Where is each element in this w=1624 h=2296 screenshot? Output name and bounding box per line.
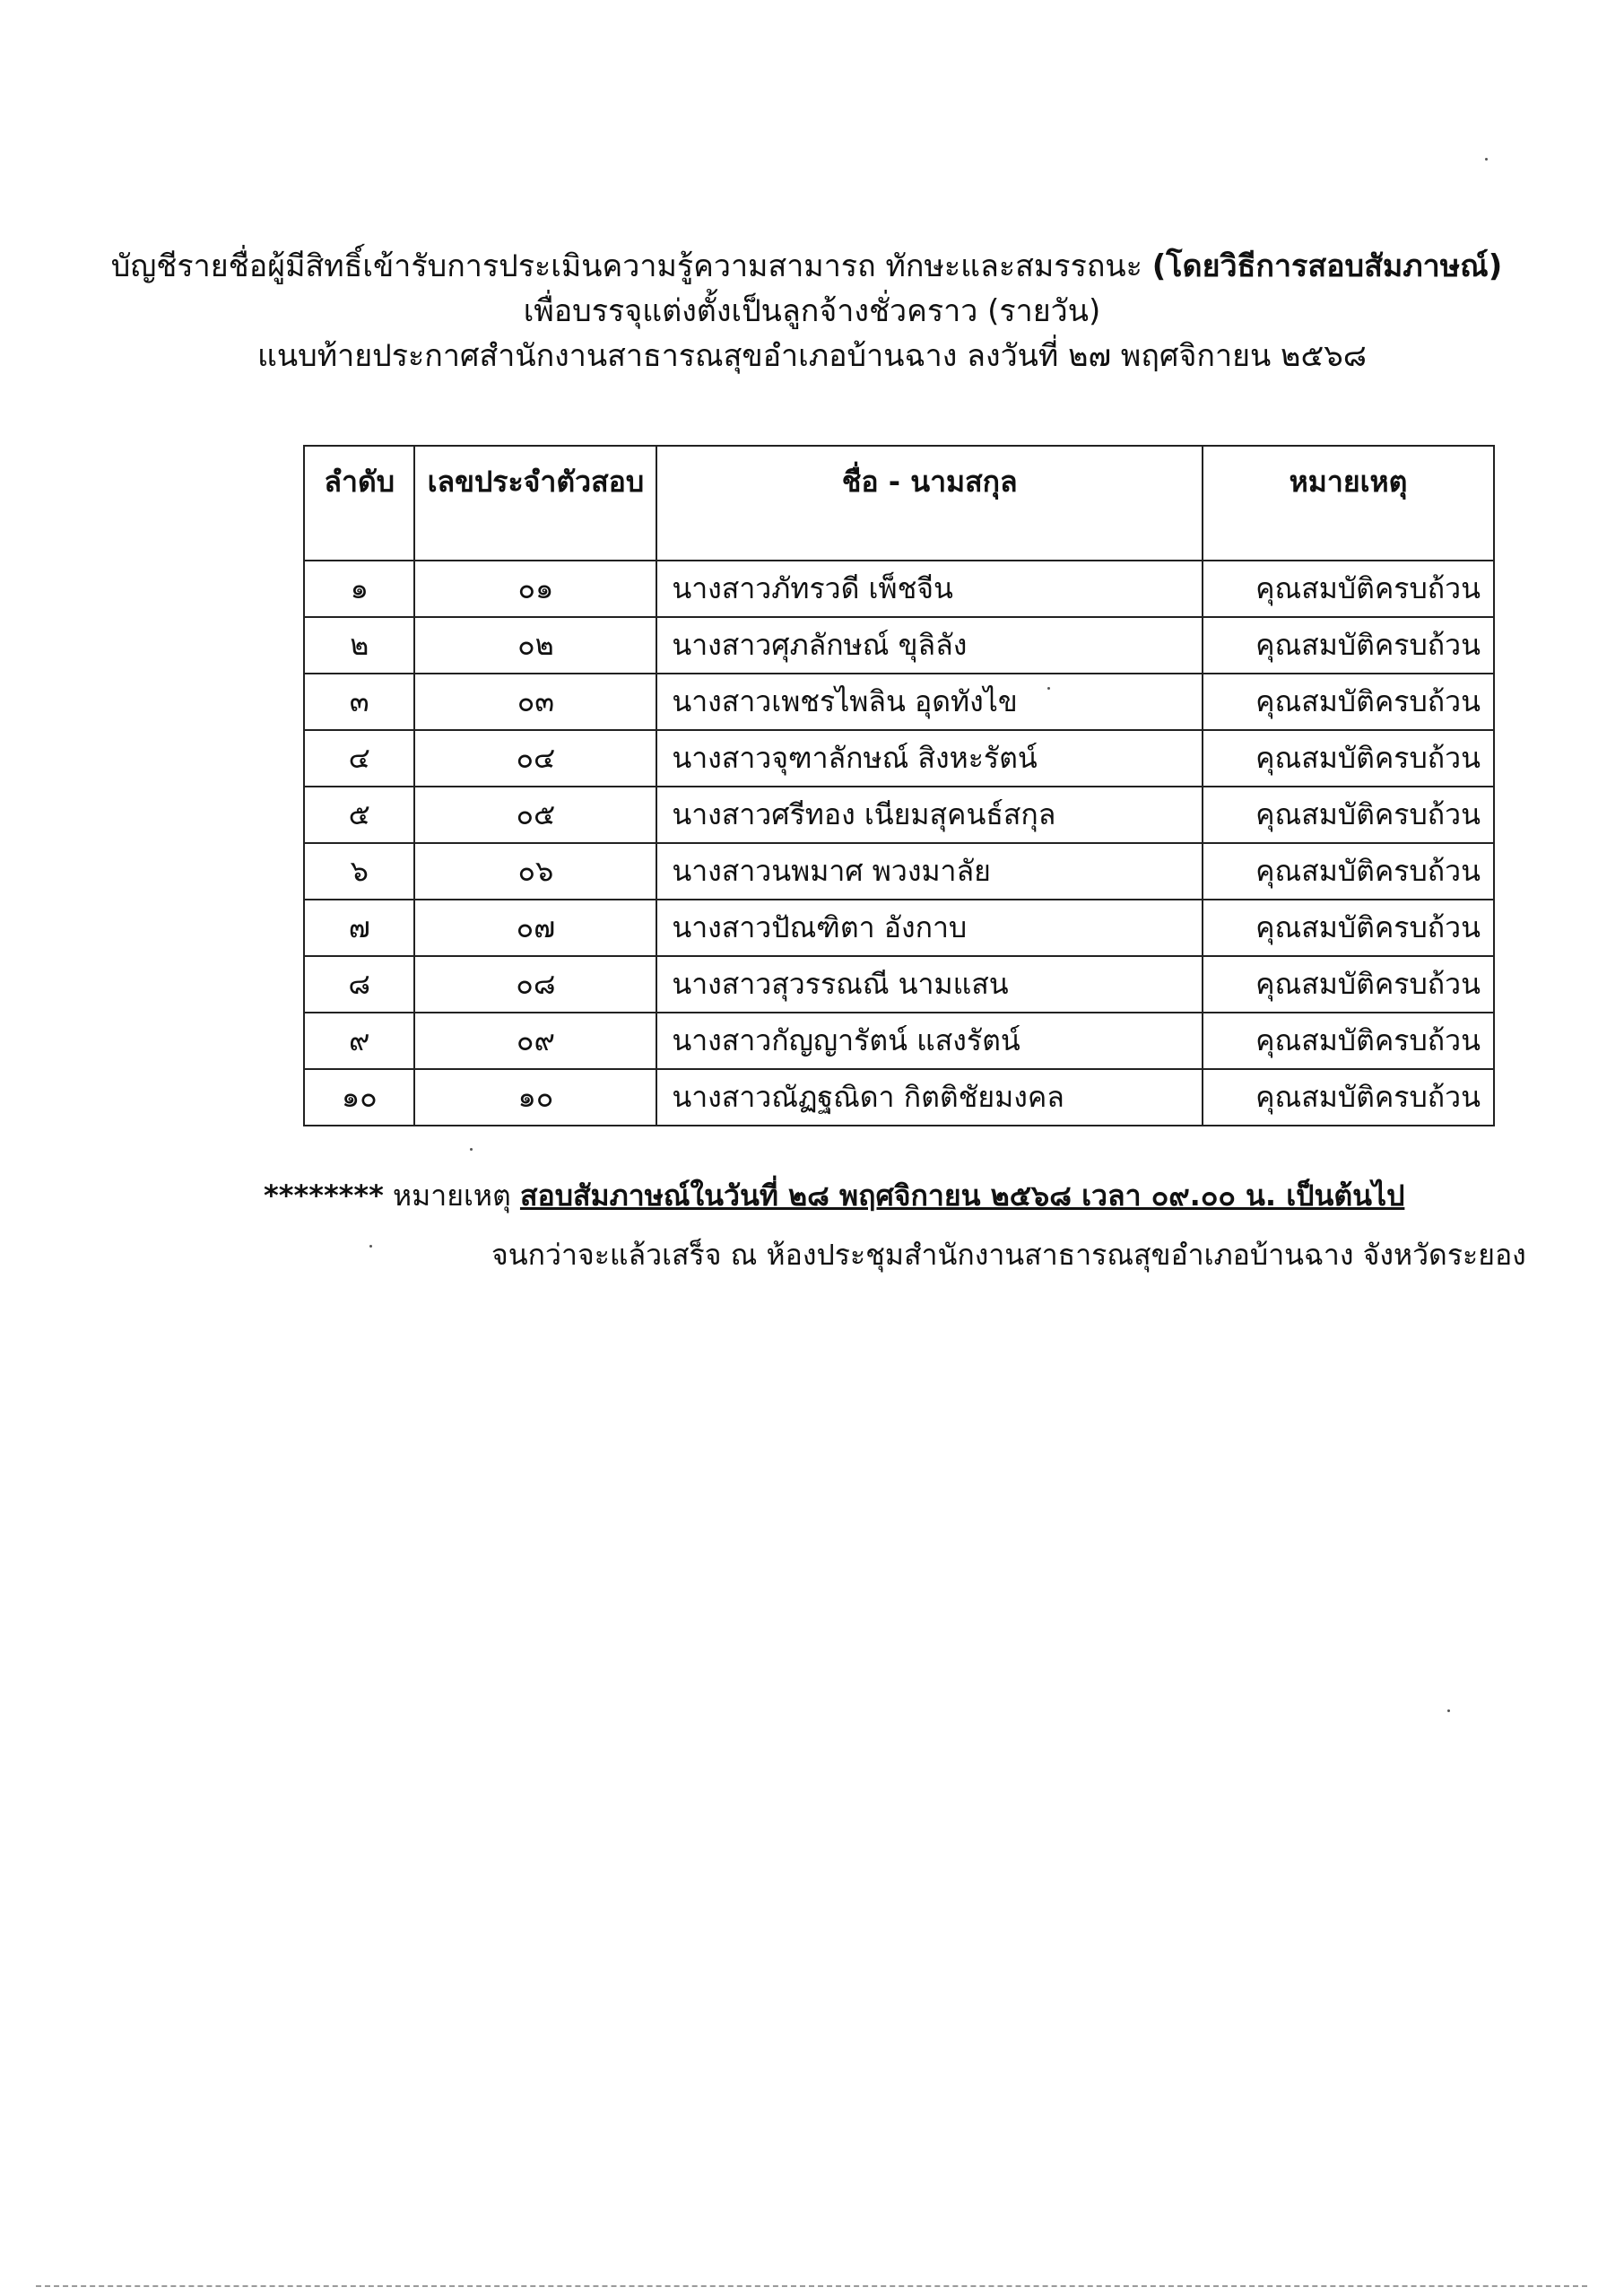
note-label: หมายเหตุ [383,1178,520,1213]
note-interview-date: สอบสัมภาษณ์ในวันที่ ๒๘ พฤศจิกายน ๒๕๖๘ เวลา ๐๙.๐๐ น. เป็นต้นไป [519,1178,1405,1213]
cell-name: นางสาวศุภลักษณ์ ขุลิลัง [656,617,1203,674]
scan-speck [369,1245,372,1248]
cell-exam-id: ๐๗ [414,900,656,956]
table-row [304,843,1494,900]
cell-seq: ๗ [304,900,414,956]
cell-seq: ๑๐ [304,1069,414,1126]
cell-exam-id: ๑๐ [414,1069,656,1126]
cell-name: นางสาวจุฑาลักษณ์ สิงหะรัตน์ [656,730,1203,787]
cell-name: นางสาวปัณฑิตา อังกาบ [656,900,1203,956]
cell-name: นางสาวศรีทอง เนียมสุคนธ์สกุล [656,787,1203,843]
table-row [304,956,1494,1013]
scan-speck [1485,158,1488,161]
cell-remark: คุณสมบัติครบถ้วน [1203,561,1494,617]
cell-remark: คุณสมบัติครบถ้วน [1203,956,1494,1013]
cell-exam-id: ๐๒ [414,617,656,674]
cell-name: นางสาวนพมาศ พวงมาลัย [656,843,1203,900]
cell-seq: ๒ [304,617,414,674]
cell-name: นางสาวภัทรวดี เพ็ชจีน [656,561,1203,617]
header-line-1 [0,244,1624,289]
cell-seq: ๙ [304,1013,414,1069]
cell-remark: คุณสมบัติครบถ้วน [1203,674,1494,730]
cell-seq: ๕ [304,787,414,843]
table-header-row [304,446,1494,561]
cell-seq: ๖ [304,843,414,900]
header-line-3: แนบท้ายประกาศสำนักงานสาธารณสุขอำเภอบ้านฉาง ลงวันที่ ๒๗ พฤศจิกายน ๒๕๖๘ [256,338,1368,374]
cell-remark: คุณสมบัติครบถ้วน [1203,1069,1494,1126]
scan-edge-rule [36,2285,1587,2287]
cell-remark: คุณสมบัติครบถ้วน [1203,617,1494,674]
table-row [304,617,1494,674]
column-header-seq: ลำดับ [304,446,414,561]
cell-exam-id: ๐๔ [414,730,656,787]
cell-seq: ๓ [304,674,414,730]
cell-name: นางสาวกัญญารัตน์ แสงรัตน์ [656,1013,1203,1069]
table-row [304,900,1494,956]
cell-remark: คุณสมบัติครบถ้วน [1203,730,1494,787]
cell-remark: คุณสมบัติครบถ้วน [1203,900,1494,956]
scan-speck [1047,687,1050,690]
cell-remark: คุณสมบัติครบถ้วน [1203,1013,1494,1069]
table-row [304,561,1494,617]
cell-exam-id: ๐๖ [414,843,656,900]
cell-remark: คุณสมบัติครบถ้วน [1203,843,1494,900]
document-header [0,244,1624,378]
cell-exam-id: ๐๓ [414,674,656,730]
header-title-bold: (โดยวิธีการสอบสัมภาษณ์) [1151,248,1503,284]
scan-speck [1447,1709,1450,1712]
column-header-exam-id: เลขประจำตัวสอบ [414,446,656,561]
column-header-remark: หมายเหตุ [1203,446,1494,561]
header-title-regular: บัญชีรายชื่อผู้มีสิทธิ์เข้ารับการประเมินความรู้ความสามารถ ทักษะและสมรรถนะ [110,248,1152,284]
note-stars: ******** [264,1178,384,1213]
cell-name: นางสาวณัฏฐณิดา กิตติชัยมงคล [656,1069,1203,1126]
cell-exam-id: ๐๘ [414,956,656,1013]
cell-exam-id: ๐๑ [414,561,656,617]
table-row [304,787,1494,843]
scan-speck [470,1148,473,1151]
cell-exam-id: ๐๕ [414,787,656,843]
table-row [304,1013,1494,1069]
header-line-2: เพื่อบรรจุแต่งตั้งเป็นลูกจ้างชั่วคราว (รายวัน) [523,293,1101,329]
cell-seq: ๘ [304,956,414,1013]
table-row [304,730,1494,787]
cell-seq: ๑ [304,561,414,617]
table-row [304,1069,1494,1126]
table-row [304,674,1494,730]
cell-name: นางสาวสุวรรณณี นามแสน [656,956,1203,1013]
column-header-name: ชื่อ - นามสกุล [656,446,1203,561]
cell-remark: คุณสมบัติครบถ้วน [1203,787,1494,843]
cell-exam-id: ๐๙ [414,1013,656,1069]
cell-name: นางสาวเพชรไพลิน อุดทังไข [656,674,1203,730]
candidate-table [303,445,1495,1126]
note-line-2: จนกว่าจะแล้วเสร็จ ณ ห้องประชุมสำนักงานสาธารณสุขอำเภอบ้านฉาง จังหวัดระยอง [491,1238,1526,1272]
note-line-1 [264,1173,1404,1218]
cell-seq: ๔ [304,730,414,787]
